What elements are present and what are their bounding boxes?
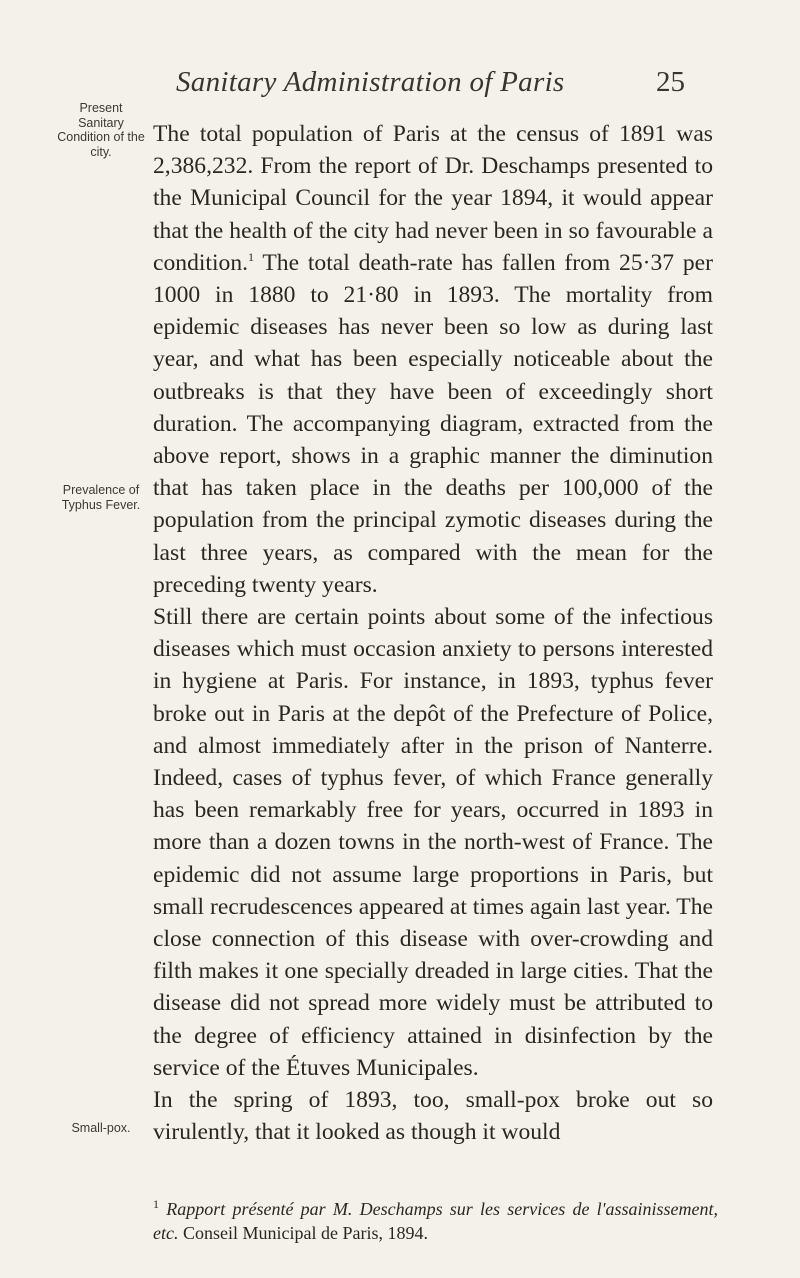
footnote-mark: 1 — [153, 1197, 159, 1211]
footnote-citation: Rapport présenté par M. Deschamps sur les services de l'assainissement, etc. — [153, 1199, 718, 1243]
paragraph-typhus: Still there are certain points about some of the infectious diseases which must occasion anxiety to persons interested in hygiene at Paris. For instance, in 1893, typhus fever broke out in Paris at the depôt of the Prefecture of Police, and almost immediately after in the prison of Nanterre. Indeed, cases of typhus fever, of which France generally has been remarkably free for years, occurred in 1893 in more than a dozen towns in the north-west of France. The epidemic did not assume large proportions in Paris, but small recrudescences appeared at times again last year. The close connection of this disease with over-crowding and filth makes it one specially dreaded in large cities. That the disease did not spread more widely must be attributed to the degree of efficiency attained in disinfection by the service of the Étuves Municipales. — [153, 604, 713, 1081]
page-number: 25 — [656, 66, 685, 98]
page-title: Sanitary Administration of Paris — [176, 66, 565, 98]
margin-note-small-pox: Small-pox. — [71, 1121, 131, 1135]
body-text — [153, 118, 713, 1149]
footnote-reference: 1 — [248, 249, 255, 264]
paragraph-population-continued: The total death-rate has fallen from 25·37 per 1000 in 1880 to 21·80 in 1893. The mortality from epidemic diseases has never been so low as during last year, and what has been especially noticeable about the outbreaks is that they have been of exceedingly short duration. The accompanying diagram, extracted from the above report, shows in a graphic manner the diminution that has taken place in the deaths per 100,000 of the population from the principal zymotic diseases during the last three years, as compared with the mean for the preceding twenty years. — [153, 249, 713, 598]
margin-note-present-condition: Present Sanitary Condition of the city. — [57, 101, 145, 159]
margin-note-typhus: Prevalence of Typhus Fever. — [61, 483, 141, 512]
footnote — [153, 1197, 718, 1245]
paragraph-population-text: The total population of Paris at the census of 1891 was 2,386,232. From the report of Dr. Deschamps presented to the Municipal Council for the year 1894, it would appear that the health of the city had never been in so favourable a condition. — [153, 121, 713, 276]
footnote-source: Conseil Municipal de Paris, 1894. — [178, 1223, 428, 1243]
paragraph-population — [153, 118, 713, 601]
paragraph-small-pox: In the spring of 1893, too, small-pox broke out so virulently, that it looked as though it would — [153, 1087, 713, 1146]
